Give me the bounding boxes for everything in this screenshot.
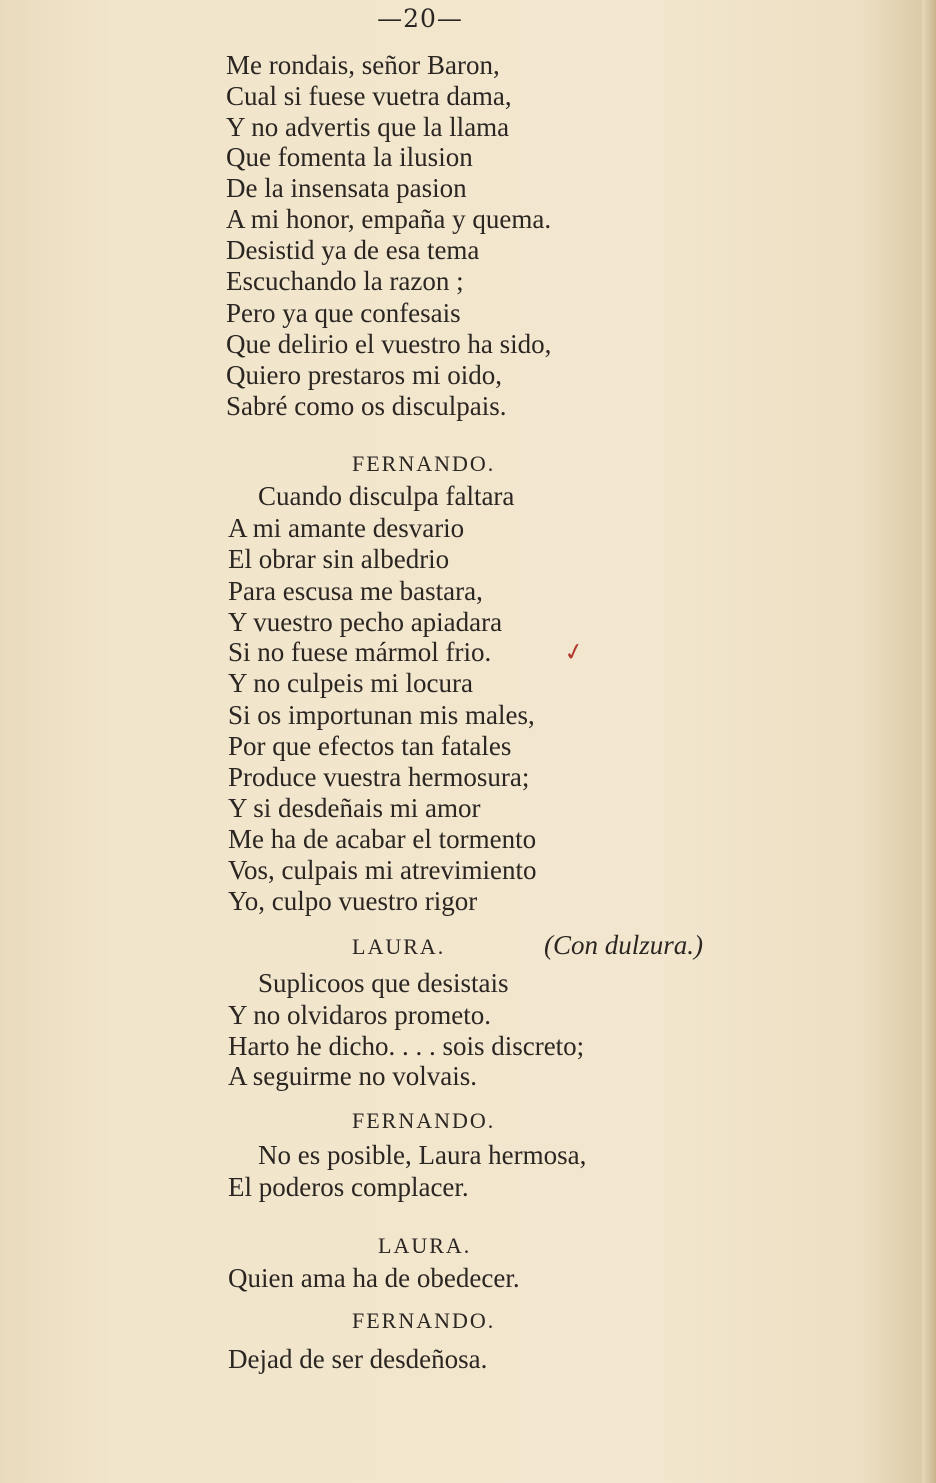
verse-line: Dejad de ser desdeñosa. [228,1344,488,1374]
speaker-name: LAURA. [378,1233,472,1258]
verse-line: Sabré como os disculpais. [226,391,507,421]
verse-line: Si os importunan mis males, [228,700,535,730]
verse-line: Quien ama ha de obedecer. [228,1263,520,1293]
verse-line: A seguirme no volvais. [228,1061,477,1091]
stage-direction: (Con dulzura.) [544,930,704,960]
verse-line: A mi honor, empaña y quema. [226,204,552,234]
verse-line: Por que efectos tan fatales [228,731,512,761]
page-number: —20— [377,4,463,33]
verse-line: El obrar sin albedrio [228,544,450,574]
verse-line: Que fomenta la ilusion [226,142,473,172]
verse-line: Desistid ya de esa tema [226,235,480,265]
verse-line: Que delirio el vuestro ha sido, [226,329,552,359]
verse-line: Produce vuestra hermosura; [228,762,530,792]
page-edge [922,0,936,1483]
verse-line: Me rondais, señor Baron, [226,50,500,80]
verse-line: Y no advertis que la llama [226,112,510,142]
verse-line: No es posible, Laura hermosa, [258,1140,587,1170]
verse-line: Vos, culpais mi atrevimiento [228,855,537,885]
verse-line: Quiero prestaros mi oido, [226,360,502,390]
verse-line: Y vuestro pecho apiadara [228,607,503,637]
verse-line: Yo, culpo vuestro rigor [228,886,478,916]
verse-line: Para escusa me bastara, [228,576,483,606]
speaker-name: FERNANDO. [352,1308,496,1333]
verse-line: Y no olvidaros prometo. [228,1000,491,1030]
verse-line: Cual si fuese vuetra dama, [226,81,512,111]
verse-line: Harto he dicho. . . . sois discreto; [228,1031,585,1061]
checkmark-icon: ✓ [561,636,587,668]
verse-line: Y si desdeñais mi amor [228,793,481,823]
verse-line: Y no culpeis mi locura [228,668,473,698]
speaker-name: FERNANDO. [352,1108,496,1133]
verse-line: Escuchando la razon ; [226,266,464,296]
speaker-name: LAURA. [352,934,446,959]
verse-line: De la insensata pasion [226,173,467,203]
speaker-name: FERNANDO. [352,451,496,476]
verse-line: Cuando disculpa faltara [258,481,515,511]
verse-line: Suplicoos que desistais [258,968,509,998]
verse-line: El poderos complacer. [228,1172,469,1202]
verse-line: A mi amante desvario [228,513,465,543]
verse-line: Si no fuese mármol frio. [228,637,492,667]
verse-line: Pero ya que confesais [226,298,461,328]
verse-line: Me ha de acabar el tormento [228,824,537,854]
